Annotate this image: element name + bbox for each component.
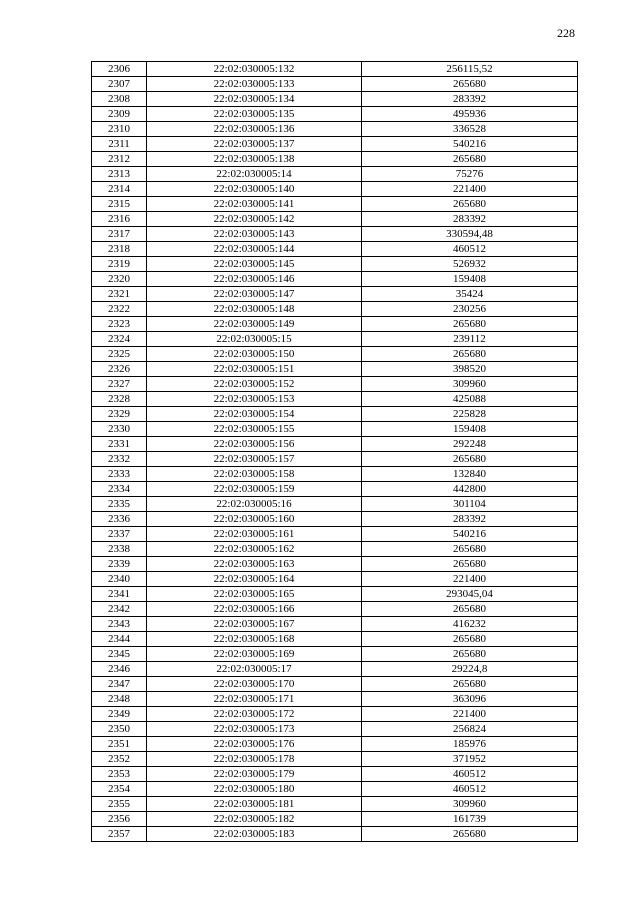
cadastral-number-cell: 22:02:030005:133: [147, 77, 362, 92]
row-number-cell: 2335: [92, 497, 147, 512]
row-number-cell: 2326: [92, 362, 147, 377]
row-number-cell: 2311: [92, 137, 147, 152]
row-number-cell: 2351: [92, 737, 147, 752]
table-row: [92, 62, 578, 77]
row-number-cell: 2353: [92, 767, 147, 782]
cadastral-number-cell: 22:02:030005:134: [147, 92, 362, 107]
table-row: [92, 467, 578, 482]
value-cell: 75276: [362, 167, 578, 182]
row-number-cell: 2339: [92, 557, 147, 572]
cadastral-number-cell: 22:02:030005:147: [147, 287, 362, 302]
value-cell: 363096: [362, 692, 578, 707]
value-cell: 309960: [362, 797, 578, 812]
table-row: [92, 272, 578, 287]
table-row: [92, 812, 578, 827]
value-cell: 159408: [362, 272, 578, 287]
cadastral-number-cell: 22:02:030005:183: [147, 827, 362, 842]
table-row: [92, 662, 578, 677]
row-number-cell: 2334: [92, 482, 147, 497]
value-cell: 29224,8: [362, 662, 578, 677]
value-cell: 540216: [362, 527, 578, 542]
value-cell: 460512: [362, 782, 578, 797]
cadastral-number-cell: 22:02:030005:16: [147, 497, 362, 512]
cadastral-number-cell: 22:02:030005:151: [147, 362, 362, 377]
table-row: [92, 287, 578, 302]
table-row: [92, 797, 578, 812]
table-row: [92, 182, 578, 197]
value-cell: 230256: [362, 302, 578, 317]
cadastral-number-cell: 22:02:030005:182: [147, 812, 362, 827]
cadastral-number-cell: 22:02:030005:181: [147, 797, 362, 812]
row-number-cell: 2318: [92, 242, 147, 257]
cadastral-number-cell: 22:02:030005:148: [147, 302, 362, 317]
value-cell: 293045,04: [362, 587, 578, 602]
row-number-cell: 2328: [92, 392, 147, 407]
table-row: [92, 782, 578, 797]
table-row: [92, 242, 578, 257]
row-number-cell: 2352: [92, 752, 147, 767]
value-cell: 265680: [362, 827, 578, 842]
value-cell: 159408: [362, 422, 578, 437]
table-row: [92, 557, 578, 572]
table-row: [92, 362, 578, 377]
table-row: [92, 332, 578, 347]
cadastral-number-cell: 22:02:030005:165: [147, 587, 362, 602]
cadastral-number-cell: 22:02:030005:150: [147, 347, 362, 362]
cadastral-number-cell: 22:02:030005:178: [147, 752, 362, 767]
value-cell: 330594,48: [362, 227, 578, 242]
table-row: [92, 767, 578, 782]
value-cell: 265680: [362, 632, 578, 647]
table-row: [92, 617, 578, 632]
row-number-cell: 2336: [92, 512, 147, 527]
cadastral-number-cell: 22:02:030005:172: [147, 707, 362, 722]
table-row: [92, 692, 578, 707]
cadastral-number-cell: 22:02:030005:171: [147, 692, 362, 707]
value-cell: 185976: [362, 737, 578, 752]
value-cell: 265680: [362, 152, 578, 167]
cadastral-number-cell: 22:02:030005:156: [147, 437, 362, 452]
cadastral-number-cell: 22:02:030005:157: [147, 452, 362, 467]
row-number-cell: 2315: [92, 197, 147, 212]
table-row: [92, 512, 578, 527]
value-cell: 265680: [362, 317, 578, 332]
table-row: [92, 92, 578, 107]
table-row: [92, 407, 578, 422]
table-row: [92, 542, 578, 557]
value-cell: 460512: [362, 767, 578, 782]
row-number-cell: 2345: [92, 647, 147, 662]
table-row: [92, 122, 578, 137]
table-row: [92, 722, 578, 737]
value-cell: 265680: [362, 602, 578, 617]
row-number-cell: 2310: [92, 122, 147, 137]
row-number-cell: 2337: [92, 527, 147, 542]
value-cell: 336528: [362, 122, 578, 137]
cadastral-number-cell: 22:02:030005:166: [147, 602, 362, 617]
table-row: [92, 707, 578, 722]
value-cell: 221400: [362, 707, 578, 722]
row-number-cell: 2324: [92, 332, 147, 347]
row-number-cell: 2313: [92, 167, 147, 182]
row-number-cell: 2309: [92, 107, 147, 122]
value-cell: 256824: [362, 722, 578, 737]
table-row: [92, 197, 578, 212]
cadastral-number-cell: 22:02:030005:153: [147, 392, 362, 407]
table-row: [92, 587, 578, 602]
cadastral-number-cell: 22:02:030005:14: [147, 167, 362, 182]
value-cell: 416232: [362, 617, 578, 632]
cadastral-number-cell: 22:02:030005:154: [147, 407, 362, 422]
cadastral-number-cell: 22:02:030005:158: [147, 467, 362, 482]
cadastral-number-cell: 22:02:030005:146: [147, 272, 362, 287]
row-number-cell: 2341: [92, 587, 147, 602]
page-number: 228: [557, 26, 575, 40]
value-cell: 301104: [362, 497, 578, 512]
row-number-cell: 2307: [92, 77, 147, 92]
cadastral-number-cell: 22:02:030005:162: [147, 542, 362, 557]
table-body: [92, 62, 578, 842]
value-cell: 371952: [362, 752, 578, 767]
table-row: [92, 632, 578, 647]
cadastral-number-cell: 22:02:030005:176: [147, 737, 362, 752]
cadastral-number-cell: 22:02:030005:161: [147, 527, 362, 542]
row-number-cell: 2348: [92, 692, 147, 707]
row-number-cell: 2347: [92, 677, 147, 692]
table-row: [92, 422, 578, 437]
table-row: [92, 77, 578, 92]
row-number-cell: 2350: [92, 722, 147, 737]
cadastral-number-cell: 22:02:030005:169: [147, 647, 362, 662]
cadastral-number-cell: 22:02:030005:164: [147, 572, 362, 587]
cadastral-number-cell: 22:02:030005:173: [147, 722, 362, 737]
table-row: [92, 602, 578, 617]
row-number-cell: 2331: [92, 437, 147, 452]
value-cell: 292248: [362, 437, 578, 452]
cadastral-table: [91, 61, 578, 842]
cadastral-number-cell: 22:02:030005:15: [147, 332, 362, 347]
value-cell: 265680: [362, 347, 578, 362]
value-cell: 283392: [362, 212, 578, 227]
row-number-cell: 2312: [92, 152, 147, 167]
cadastral-number-cell: 22:02:030005:17: [147, 662, 362, 677]
cadastral-number-cell: 22:02:030005:163: [147, 557, 362, 572]
cadastral-number-cell: 22:02:030005:138: [147, 152, 362, 167]
row-number-cell: 2319: [92, 257, 147, 272]
table-row: [92, 347, 578, 362]
table-row: [92, 212, 578, 227]
value-cell: 265680: [362, 647, 578, 662]
value-cell: 265680: [362, 557, 578, 572]
table-row: [92, 497, 578, 512]
cadastral-number-cell: 22:02:030005:167: [147, 617, 362, 632]
row-number-cell: 2306: [92, 62, 147, 77]
value-cell: 398520: [362, 362, 578, 377]
row-number-cell: 2333: [92, 467, 147, 482]
value-cell: 221400: [362, 572, 578, 587]
value-cell: 425088: [362, 392, 578, 407]
cadastral-number-cell: 22:02:030005:180: [147, 782, 362, 797]
row-number-cell: 2329: [92, 407, 147, 422]
value-cell: 35424: [362, 287, 578, 302]
row-number-cell: 2316: [92, 212, 147, 227]
value-cell: 283392: [362, 92, 578, 107]
row-number-cell: 2349: [92, 707, 147, 722]
value-cell: 526932: [362, 257, 578, 272]
row-number-cell: 2320: [92, 272, 147, 287]
row-number-cell: 2327: [92, 377, 147, 392]
cadastral-number-cell: 22:02:030005:160: [147, 512, 362, 527]
value-cell: 239112: [362, 332, 578, 347]
row-number-cell: 2338: [92, 542, 147, 557]
table-row: [92, 827, 578, 842]
cadastral-number-cell: 22:02:030005:137: [147, 137, 362, 152]
row-number-cell: 2322: [92, 302, 147, 317]
row-number-cell: 2355: [92, 797, 147, 812]
value-cell: 460512: [362, 242, 578, 257]
row-number-cell: 2325: [92, 347, 147, 362]
cadastral-number-cell: 22:02:030005:141: [147, 197, 362, 212]
table-row: [92, 167, 578, 182]
value-cell: 309960: [362, 377, 578, 392]
table-row: [92, 677, 578, 692]
value-cell: 265680: [362, 197, 578, 212]
value-cell: 265680: [362, 542, 578, 557]
value-cell: 265680: [362, 77, 578, 92]
value-cell: 161739: [362, 812, 578, 827]
row-number-cell: 2340: [92, 572, 147, 587]
row-number-cell: 2323: [92, 317, 147, 332]
table-row: [92, 107, 578, 122]
value-cell: 221400: [362, 182, 578, 197]
table-row: [92, 392, 578, 407]
value-cell: 442800: [362, 482, 578, 497]
table-row: [92, 437, 578, 452]
table-row: [92, 647, 578, 662]
value-cell: 540216: [362, 137, 578, 152]
cadastral-number-cell: 22:02:030005:145: [147, 257, 362, 272]
cadastral-number-cell: 22:02:030005:152: [147, 377, 362, 392]
table-row: [92, 452, 578, 467]
row-number-cell: 2354: [92, 782, 147, 797]
row-number-cell: 2332: [92, 452, 147, 467]
value-cell: 265680: [362, 677, 578, 692]
cadastral-number-cell: 22:02:030005:155: [147, 422, 362, 437]
row-number-cell: 2321: [92, 287, 147, 302]
table-row: [92, 752, 578, 767]
cadastral-number-cell: 22:02:030005:159: [147, 482, 362, 497]
table-row: [92, 302, 578, 317]
cadastral-number-cell: 22:02:030005:149: [147, 317, 362, 332]
value-cell: 225828: [362, 407, 578, 422]
row-number-cell: 2317: [92, 227, 147, 242]
row-number-cell: 2356: [92, 812, 147, 827]
cadastral-number-cell: 22:02:030005:140: [147, 182, 362, 197]
table-row: [92, 482, 578, 497]
table-row: [92, 317, 578, 332]
cadastral-number-cell: 22:02:030005:135: [147, 107, 362, 122]
row-number-cell: 2330: [92, 422, 147, 437]
table-row: [92, 572, 578, 587]
value-cell: 132840: [362, 467, 578, 482]
row-number-cell: 2314: [92, 182, 147, 197]
value-cell: 265680: [362, 452, 578, 467]
value-cell: 495936: [362, 107, 578, 122]
value-cell: 283392: [362, 512, 578, 527]
cadastral-number-cell: 22:02:030005:143: [147, 227, 362, 242]
cadastral-number-cell: 22:02:030005:179: [147, 767, 362, 782]
row-number-cell: 2342: [92, 602, 147, 617]
row-number-cell: 2346: [92, 662, 147, 677]
table-row: [92, 377, 578, 392]
table-row: [92, 152, 578, 167]
table-row: [92, 737, 578, 752]
cadastral-number-cell: 22:02:030005:144: [147, 242, 362, 257]
cadastral-number-cell: 22:02:030005:136: [147, 122, 362, 137]
row-number-cell: 2343: [92, 617, 147, 632]
table-row: [92, 257, 578, 272]
table-row: [92, 227, 578, 242]
table-row: [92, 137, 578, 152]
cadastral-number-cell: 22:02:030005:168: [147, 632, 362, 647]
cadastral-number-cell: 22:02:030005:142: [147, 212, 362, 227]
row-number-cell: 2308: [92, 92, 147, 107]
row-number-cell: 2344: [92, 632, 147, 647]
cadastral-number-cell: 22:02:030005:132: [147, 62, 362, 77]
row-number-cell: 2357: [92, 827, 147, 842]
cadastral-number-cell: 22:02:030005:170: [147, 677, 362, 692]
table-row: [92, 527, 578, 542]
value-cell: 256115,52: [362, 62, 578, 77]
